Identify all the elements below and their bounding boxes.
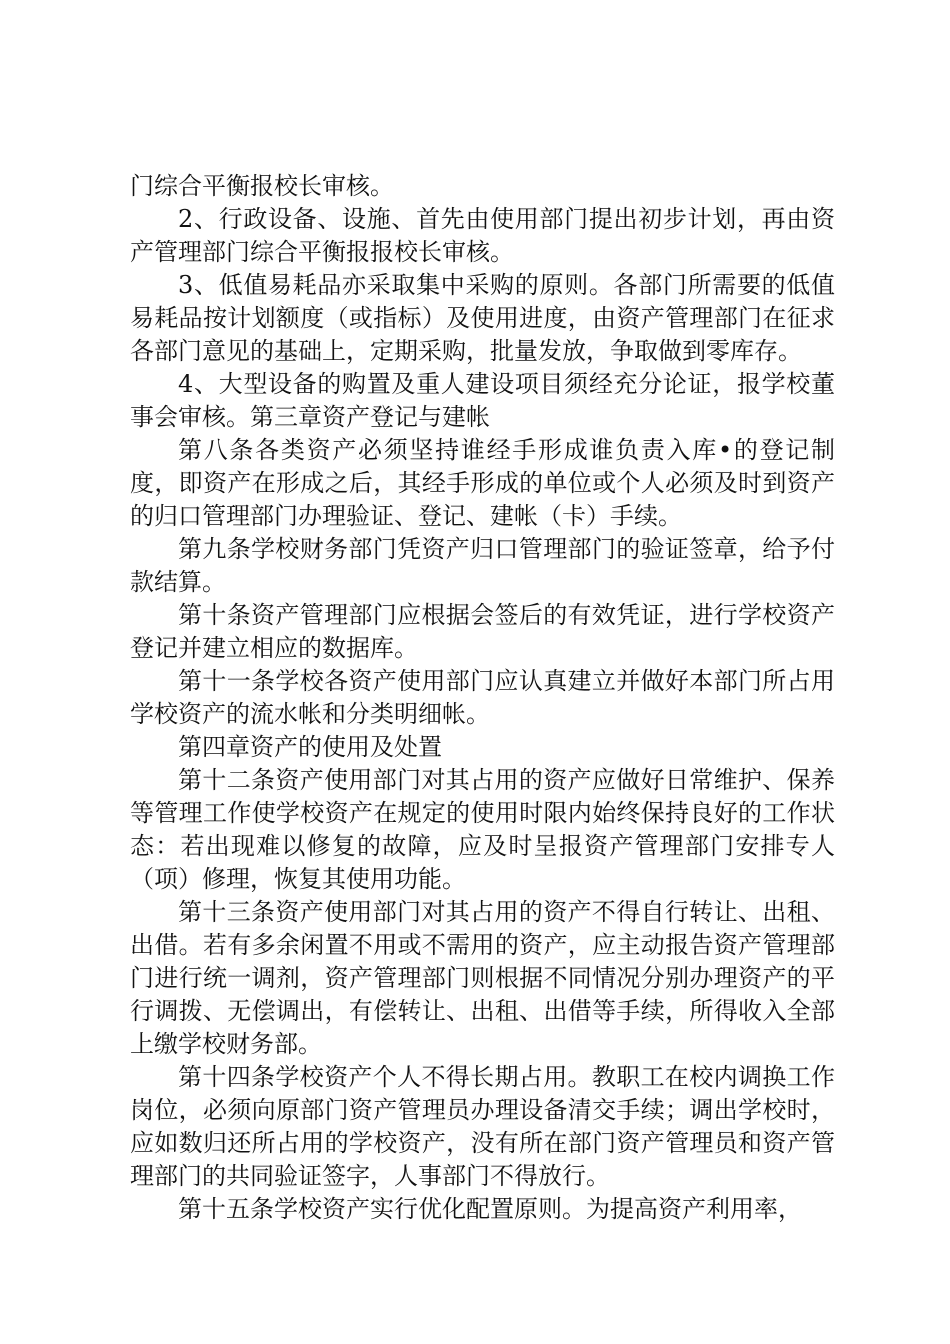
paragraph-7: 第十条资产管理部门应根据会签后的有效凭证，进行学校资产登记并建立相应的数据库。 xyxy=(130,601,835,662)
paragraph-3: 3、低值易耗品亦采取集中采购的原则。各部门所需要的低值易耗品按计划额度（或指标）及使用进度，由资产管理部门在征求各部门意见的基础上，定期采购，批量发放，争取做到零库存。 xyxy=(130,271,835,365)
chapter-heading: 第四章资产的使用及处置 xyxy=(178,733,442,761)
paragraph-5: 第八条各类资产必须坚持谁经手形成谁负责入库•的登记制度，即资产在形成之后，其经手形成的单位或个人必须及时到资产的归口管理部门办理验证、登记、建帐（卡）手续。 xyxy=(130,436,835,530)
paragraph-10: 第十二条资产使用部门对其占用的资产应做好日常维护、保养等管理工作使学校资产在规定的使用时限内始终保持良好的工作状态：若出现难以修复的故障，应及时呈报资产管理部门安排专人（项）修理，恢复其使用功能。 xyxy=(130,766,835,893)
document-page xyxy=(130,170,835,1226)
paragraph-2: 2、行政设备、设施、首先由使用部门提出初步计划，再由资产管理部门综合平衡报报校长审核。 xyxy=(130,205,835,266)
paragraph-4: 4、大型设备的购置及重人建设项目须经充分论证，报学校董事会审核。第三章资产登记与建帐 xyxy=(130,370,835,431)
paragraph-8: 第十一条学校各资产使用部门应认真建立并做好本部门所占用学校资产的流水帐和分类明细帐。 xyxy=(130,667,835,728)
paragraph-12: 第十四条学校资产个人不得长期占用。教职工在校内调换工作岗位，必须向原部门资产管理员办理设备清交手续；调出学校时，应如数归还所占用的学校资产，没有所在部门资产管理员和资产管理部门的共同验证签字，人事部门不得放行。 xyxy=(130,1063,835,1190)
paragraph-13: 第十五条学校资产实行优化配置原则。为提高资产利用率， xyxy=(178,1195,802,1223)
paragraph-6: 第九条学校财务部门凭资产归口管理部门的验证签章，给予付款结算。 xyxy=(130,535,835,596)
paragraph-11: 第十三条资产使用部门对其占用的资产不得自行转让、出租、出借。若有多余闲置不用或不需用的资产，应主动报告资产管理部门进行统一调剂，资产管理部门则根据不同情况分别办理资产的平行调拨、无偿调出，有偿转让、出租、出借等手续，所得收入全部上缴学校财务部。 xyxy=(130,898,835,1058)
paragraph-1: 门综合平衡报校长审核。 xyxy=(130,172,394,200)
